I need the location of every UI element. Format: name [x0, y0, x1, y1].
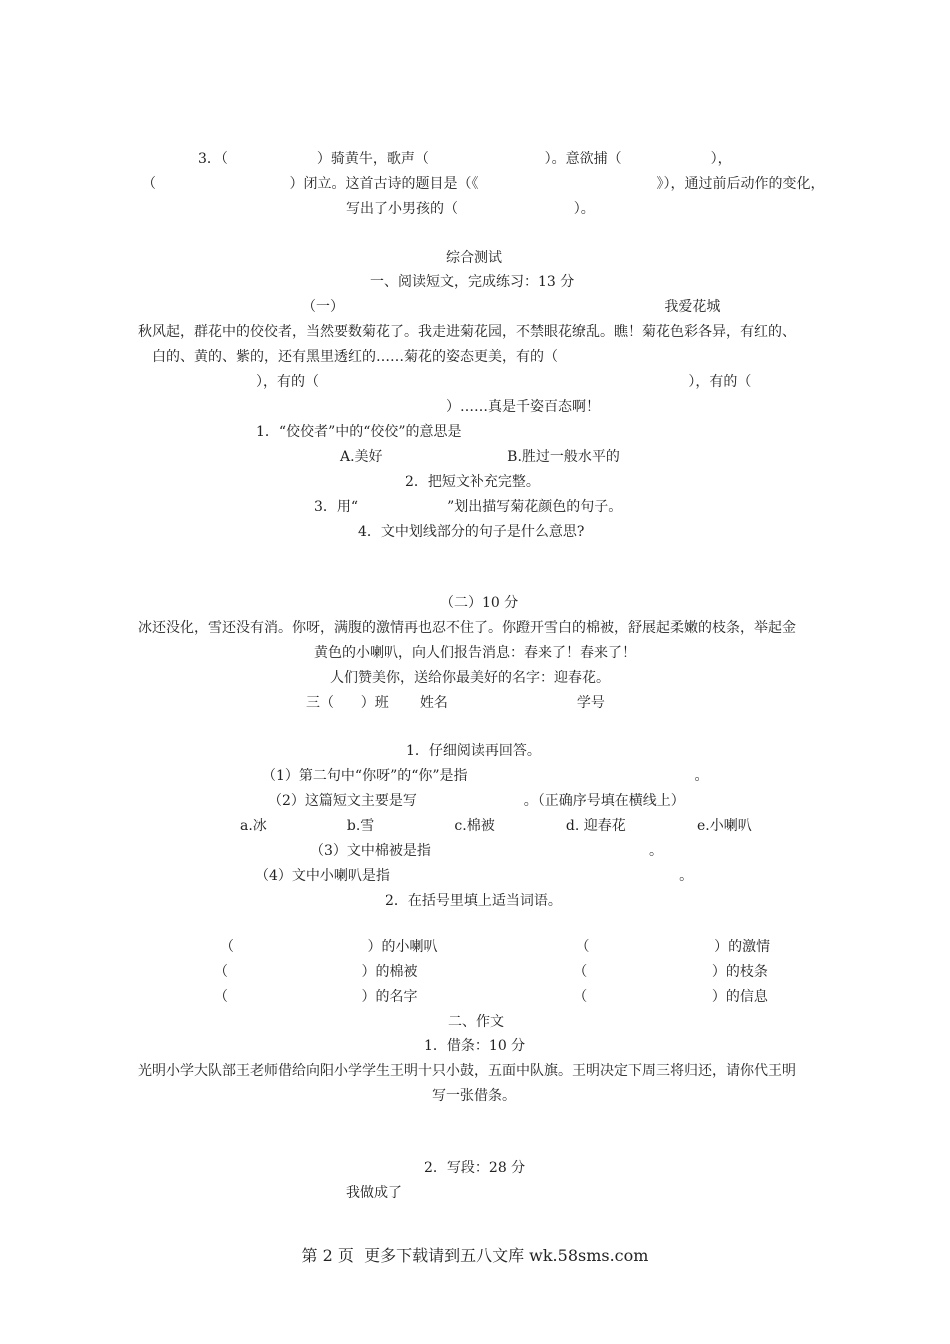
fill-row-1: （ ）的小喇叭 （ ）的激情 — [220, 939, 771, 955]
passage1-line-3: ），有的（ ），有的（ — [256, 374, 752, 390]
p2-question-2: 2．在括号里填上适当词语。 — [385, 893, 562, 909]
passage1-line-4: ）……真是千姿百态啊！ — [446, 399, 600, 415]
fill-row-2: （ ）的棉被 （ ）的枝条 — [214, 964, 768, 980]
composition-2: 2．写段：28 分 — [424, 1160, 526, 1176]
section2-title: 二、作文 — [448, 1014, 504, 1030]
passage1-line-1: 秋风起，群花中的佼佼者，当然要数菊花了。我走进菊花园，不禁眼花缭乱。瞧！菊花色彩各异，有红的、 — [138, 324, 796, 340]
p2-question-1: 1．仔细阅读再回答。 — [406, 743, 541, 759]
poem-line-3: 写出了小男孩的（ ）。 — [346, 201, 595, 217]
page-footer: 第 2 页 更多下载请到五八文库 wk.58sms.com — [301, 1246, 649, 1265]
passage1-line-2: 白的、黄的、紫的，还有黑里透红的……菊花的姿态更美，有的（ — [152, 349, 558, 365]
p2-question-1-2: （2）这篇短文主要是写 。（正确序号填在横线上） — [268, 793, 685, 809]
composition-1: 1．借条：10 分 — [424, 1038, 526, 1054]
composition-1-line-1: 光明小学大队部王老师借给向阳小学学生王明十只小鼓，五面中队旗。王明决定下周三将归还，请你代王明 — [138, 1063, 796, 1079]
class-name-number-line: 三（ ）班 姓名 学号 — [306, 695, 605, 711]
p2-question-1-3: （3）文中棉被是指 。 — [310, 843, 663, 859]
test-title: 综合测试 — [446, 250, 502, 266]
passage1-head: （一） 我爱花城 — [302, 299, 721, 315]
composition-2-line-1: 我做成了 — [346, 1185, 402, 1201]
question-4: 4．文中划线部分的句子是什么意思? — [358, 524, 585, 540]
poem-line-2: （ ）闭立。这首古诗的题目是（《 》），通过前后动作的变化， — [142, 176, 825, 192]
composition-1-line-2: 写一张借条。 — [432, 1088, 516, 1104]
section1-title: 一、阅读短文，完成练习：13 分 — [370, 274, 575, 290]
passage2-line-1: 冰还没化，雪还没有消。你呀，满腹的激情再也忍不住了。你蹬开雪白的棉被，舒展起柔嫩的枝条，举起金 — [138, 620, 796, 636]
p2-question-1-options: a.冰 b.雪 c.棉被 d. 迎春花 e.小喇叭 — [240, 818, 752, 834]
question-2: 2．把短文补充完整。 — [405, 474, 540, 490]
p2-question-1-4: （4）文中小喇叭是指 。 — [255, 868, 694, 884]
poem-line-1: 3．（ ）骑黄牛，歌声（ ）。意欲捕（ ）， — [198, 151, 732, 167]
passage2-line-2: 黄色的小喇叭，向人们报告消息：春来了！春来了！ — [314, 645, 636, 661]
question-1-options: A.美好 B.胜过一般水平的 — [340, 449, 620, 465]
passage2-head: （二）10 分 — [440, 595, 519, 611]
question-3: 3．用“ ”划出描写菊花颜色的句子。 — [314, 499, 623, 515]
fill-row-3: （ ）的名字 （ ）的信息 — [214, 989, 768, 1005]
passage2-line-3: 人们赞美你，送给你最美好的名字：迎春花。 — [330, 670, 610, 686]
p2-question-1-1: （1）第二句中“你呀”的“你”是指 。 — [262, 768, 709, 784]
question-1: 1．“佼佼者”中的“佼佼”的意思是 — [256, 424, 462, 440]
